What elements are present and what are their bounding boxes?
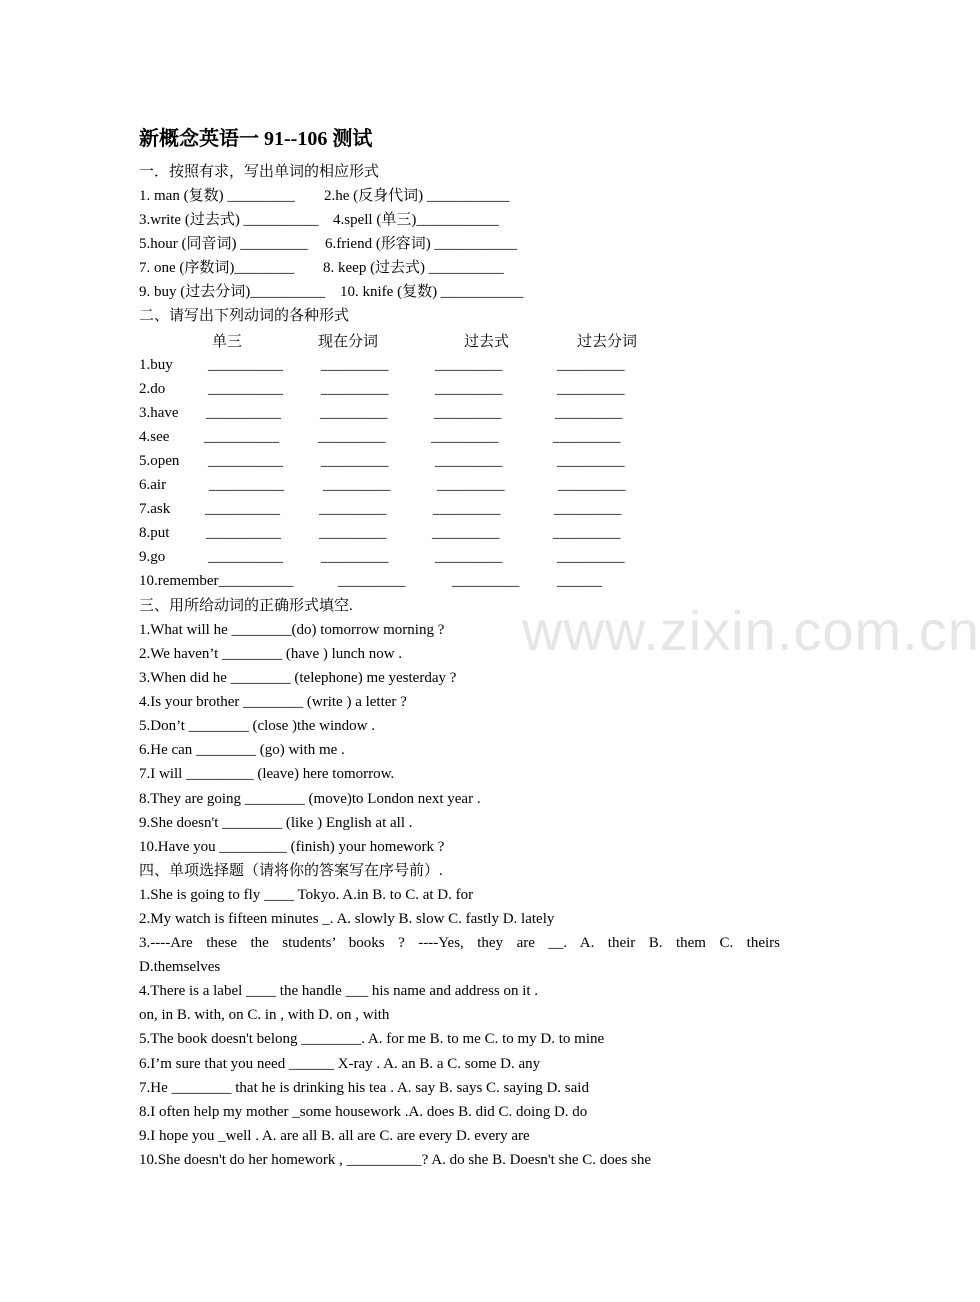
blank: _________ <box>433 501 501 517</box>
choice-item: 5.The book doesn't belong ________. A. for me B. to me C. to my D. to mine <box>139 1031 605 1047</box>
blank: _________ <box>437 477 505 493</box>
choice-item: 4.There is a label ____ the handle ___ his name and address on it . <box>139 983 539 999</box>
blank: _________ <box>435 453 503 469</box>
choice-item: 6.I’m sure that you need ______ X-ray . A. an B. a C. some D. any <box>139 1056 541 1072</box>
blank: __________ <box>205 501 280 517</box>
blank: __________ <box>206 405 281 421</box>
watermark: www.zixin.com.cn <box>522 599 980 662</box>
choice-item: 8.I often help my mother _some housework .A. does B. did C. doing D. do <box>139 1104 588 1120</box>
blank: _________ <box>318 429 386 445</box>
choice-item-continued: D.themselves <box>139 959 221 975</box>
fill-in-item: 7.I will _________ (leave) here tomorrow. <box>139 766 395 782</box>
section1-item: 6.friend (形容词) ___________ <box>325 236 518 252</box>
section1-item: 2.he (反身代词) ___________ <box>324 188 510 204</box>
blank: __________ <box>208 549 283 565</box>
blank: _________ <box>323 477 391 493</box>
blank: _________ <box>553 525 621 541</box>
blank: _________ <box>557 381 625 397</box>
blank: _________ <box>557 453 625 469</box>
fill-in-item: 8.They are going ________ (move)to London next year . <box>139 791 481 807</box>
verb-label: 3.have <box>139 405 179 421</box>
blank: _________ <box>557 549 625 565</box>
blank: _________ <box>321 549 389 565</box>
verb-label: 10.remember__________ <box>139 573 294 589</box>
blank: _________ <box>319 525 387 541</box>
fill-in-item: 3.When did he ________ (telephone) me yesterday ? <box>139 670 457 686</box>
blank: _________ <box>432 525 500 541</box>
verb-label: 4.see <box>139 429 170 445</box>
fill-in-item: 5.Don’t ________ (close )the window . <box>139 718 375 734</box>
choice-item: 9.I hope you _well . A. are all B. all are C. are every D. every are <box>139 1128 530 1144</box>
blank: _________ <box>319 501 387 517</box>
column-header: 单三 <box>212 334 243 350</box>
blank: _________ <box>435 381 503 397</box>
section1-item: 8. keep (过去式) __________ <box>323 260 504 276</box>
blank: _________ <box>557 357 625 373</box>
column-header: 过去式 <box>464 334 510 350</box>
blank: _________ <box>435 549 503 565</box>
verb-label: 1.buy <box>139 357 173 373</box>
verb-label: 7.ask <box>139 501 171 517</box>
section1-item: 3.write (过去式) __________ <box>139 212 319 228</box>
fill-in-item: 6.He can ________ (go) with me . <box>139 742 345 758</box>
blank: _________ <box>435 357 503 373</box>
section1-item: 5.hour (同音词) _________ <box>139 236 308 252</box>
blank: _________ <box>554 501 622 517</box>
section1-item: 4.spell (单三)___________ <box>333 212 499 228</box>
blank: __________ <box>208 381 283 397</box>
blank: __________ <box>208 453 283 469</box>
blank: _________ <box>321 381 389 397</box>
section1-item: 10. knife (复数) ___________ <box>340 284 524 300</box>
blank: _________ <box>434 405 502 421</box>
blank: _________ <box>431 429 499 445</box>
blank: _________ <box>320 405 388 421</box>
verb-label: 8.put <box>139 525 170 541</box>
section1-item: 1. man (复数) _________ <box>139 188 295 204</box>
choice-item: 2.My watch is fifteen minutes _. A. slowly B. slow C. fastly D. lately <box>139 911 555 927</box>
fill-in-item: 10.Have you _________ (finish) your homework ? <box>139 839 445 855</box>
blank: __________ <box>208 357 283 373</box>
section3-heading: 三、用所给动词的正确形式填空. <box>139 598 353 614</box>
verb-label: 9.go <box>139 549 166 565</box>
blank: _________ <box>452 573 520 589</box>
blank: _________ <box>555 405 623 421</box>
fill-in-item: 4.Is your brother ________ (write ) a letter ? <box>139 694 407 710</box>
choice-item-continued: on, in B. with, on C. in , with D. on , with <box>139 1007 390 1023</box>
section2-heading: 二、请写出下列动词的各种形式 <box>139 308 350 324</box>
section1-heading: 一．按照有求，写出单词的相应形式 <box>139 164 380 180</box>
section1-item: 7. one (序数词)________ <box>139 260 295 276</box>
choice-item: 7.He ________ that he is drinking his tea . A. say B. says C. saying D. said <box>139 1080 589 1096</box>
blank: ______ <box>557 573 602 589</box>
section4-heading: 四、单项选择题（请将你的答案写在序号前）. <box>139 863 443 879</box>
blank: __________ <box>209 477 284 493</box>
fill-in-item: 1.What will he ________(do) tomorrow morning ? <box>139 622 445 638</box>
blank: _________ <box>321 357 389 373</box>
blank: _________ <box>553 429 621 445</box>
page-title: 新概念英语一 91--106 测试 <box>139 128 373 150</box>
verb-label: 5.open <box>139 453 180 469</box>
blank: __________ <box>206 525 281 541</box>
blank: _________ <box>338 573 406 589</box>
blank: _________ <box>558 477 626 493</box>
verb-label: 6.air <box>139 477 167 493</box>
choice-item: 1.She is going to fly ____ Tokyo. A.in B. to C. at D. for <box>139 887 474 903</box>
column-header: 过去分词 <box>577 334 638 350</box>
choice-item: 10.She doesn't do her homework , __________? A. do she B. Doesn't she C. does she <box>139 1152 652 1168</box>
fill-in-item: 2.We haven’t ________ (have ) lunch now . <box>139 646 403 662</box>
fill-in-item: 9.She doesn't ________ (like ) English at all . <box>139 815 413 831</box>
verb-label: 2.do <box>139 381 166 397</box>
section1-item: 9. buy (过去分词)__________ <box>139 284 326 300</box>
blank: __________ <box>204 429 279 445</box>
blank: _________ <box>321 453 389 469</box>
column-header: 现在分词 <box>318 334 379 350</box>
choice-item: 3.----Are these the students’ books ? ----Yes, they are __. A. their B. them C. theirs <box>139 935 780 951</box>
